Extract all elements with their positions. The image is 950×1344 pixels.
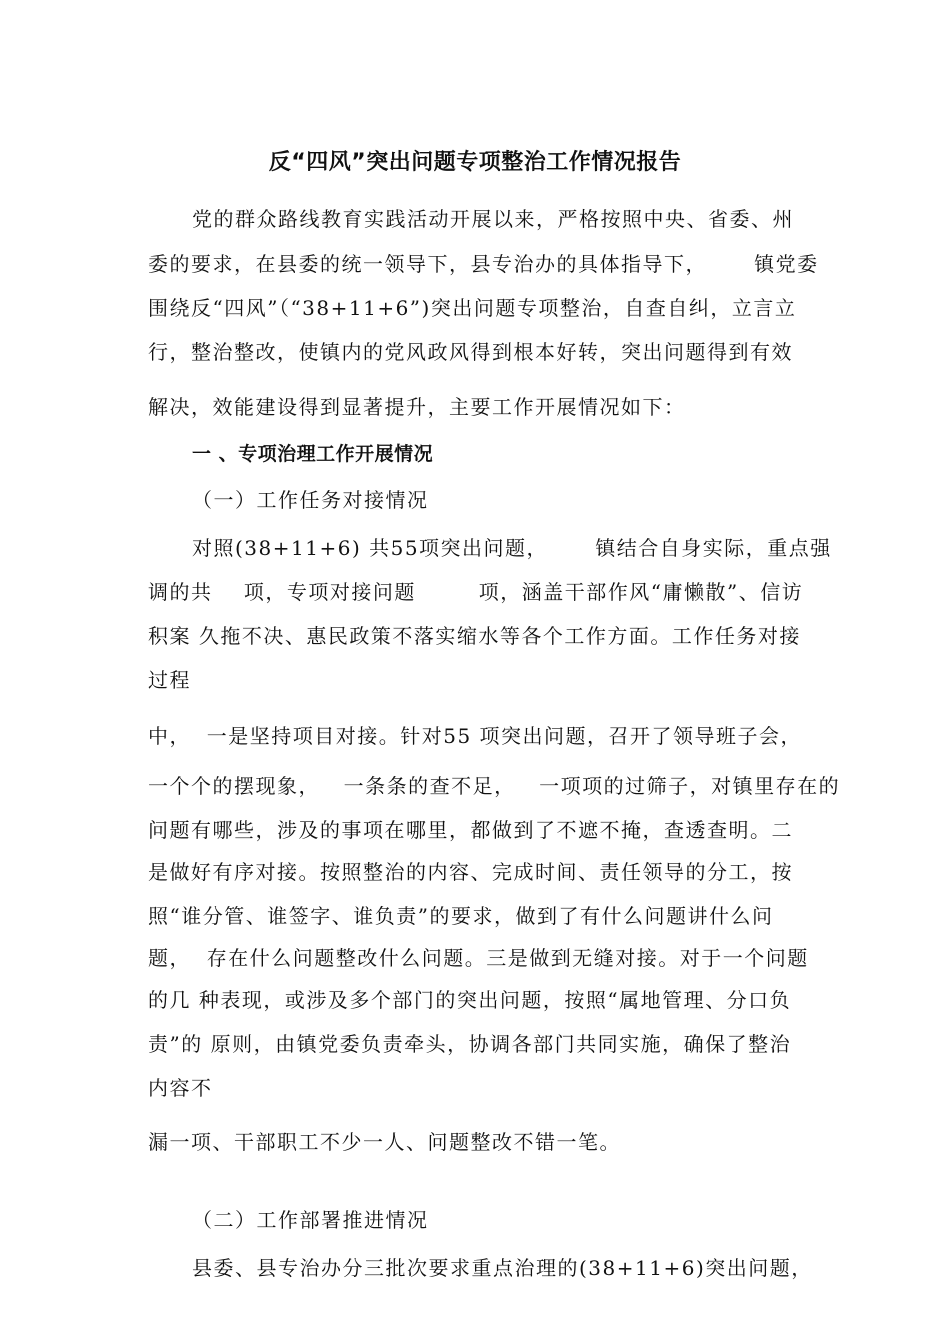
paragraph-line: 问题有哪些，涉及的事项在哪里，都做到了不遮不掩，查透查明。二 [148, 818, 793, 842]
paragraph-line: 的几 种表现，或涉及多个部门的突出问题，按照“属地管理、分口负 [148, 988, 792, 1012]
section-heading: 一 、专项治理工作开展情况 [192, 443, 434, 465]
subsection-heading: （二）工作部署推进情况 [192, 1208, 429, 1232]
paragraph-line: 漏一项、干部职工不少一人、问题整改不错一笔。 [148, 1130, 621, 1154]
paragraph-line: 县委、县专治办分三批次要求重点治理的(38+11+6)突出问题， [192, 1256, 813, 1280]
paragraph-line: 题， 存在什么问题整改什么问题。三是做到无缝对接。对于一个问题 [148, 946, 809, 970]
paragraph-line: 党的群众路线教育实践活动开展以来，严格按照中央、省委、州 [192, 207, 794, 231]
paragraph-line: 积案 久拖不决、惠民政策不落实缩水等各个工作方面。工作任务对接 [148, 624, 801, 648]
paragraph-line: 责”的 原则，由镇党委负责牵头，协调各部门共同实施，确保了整治 [148, 1032, 792, 1056]
paragraph-line: 过程 [148, 668, 191, 692]
paragraph-line: 围绕反“四风”（“38+11+6”)突出问题专项整治，自查自纠，立言立 [148, 296, 797, 320]
paragraph-line: 照“谁分管、谁签字、谁负责”的要求，做到了有什么问题讲什么问 [148, 904, 774, 928]
paragraph-line: 一个个的摆现象， 一条条的查不足， 一项项的过筛子，对镇里存在的 [148, 774, 841, 798]
paragraph-line: 对照(38+11+6) 共55项突出问题， 镇结合自身实际，重点强 [192, 536, 832, 560]
paragraph-line: 内容不 [148, 1076, 213, 1100]
subsection-heading: （一）工作任务对接情况 [192, 488, 429, 512]
paragraph-line: 解决，效能建设得到显著提升，主要工作开展情况如下： [148, 395, 686, 419]
paragraph-line: 是做好有序对接。按照整治的内容、完成时间、责任领导的分工，按 [148, 860, 793, 884]
document-title: 反“四风”突出问题专项整治工作情况报告 [268, 150, 682, 175]
paragraph-line: 中， 一是坚持项目对接。针对55 项突出问题，召开了领导班子会， [148, 724, 803, 748]
paragraph-line: 委的要求，在县委的统一领导下，县专治办的具体指导下， 镇党委 [148, 252, 819, 276]
paragraph-line: 调的共 项，专项对接问题 项，涵盖干部作风“庸懒散”、信访 [148, 580, 804, 604]
paragraph-line: 行，整治整改，使镇内的党风政风得到根本好转，突出问题得到有效 [148, 340, 793, 364]
